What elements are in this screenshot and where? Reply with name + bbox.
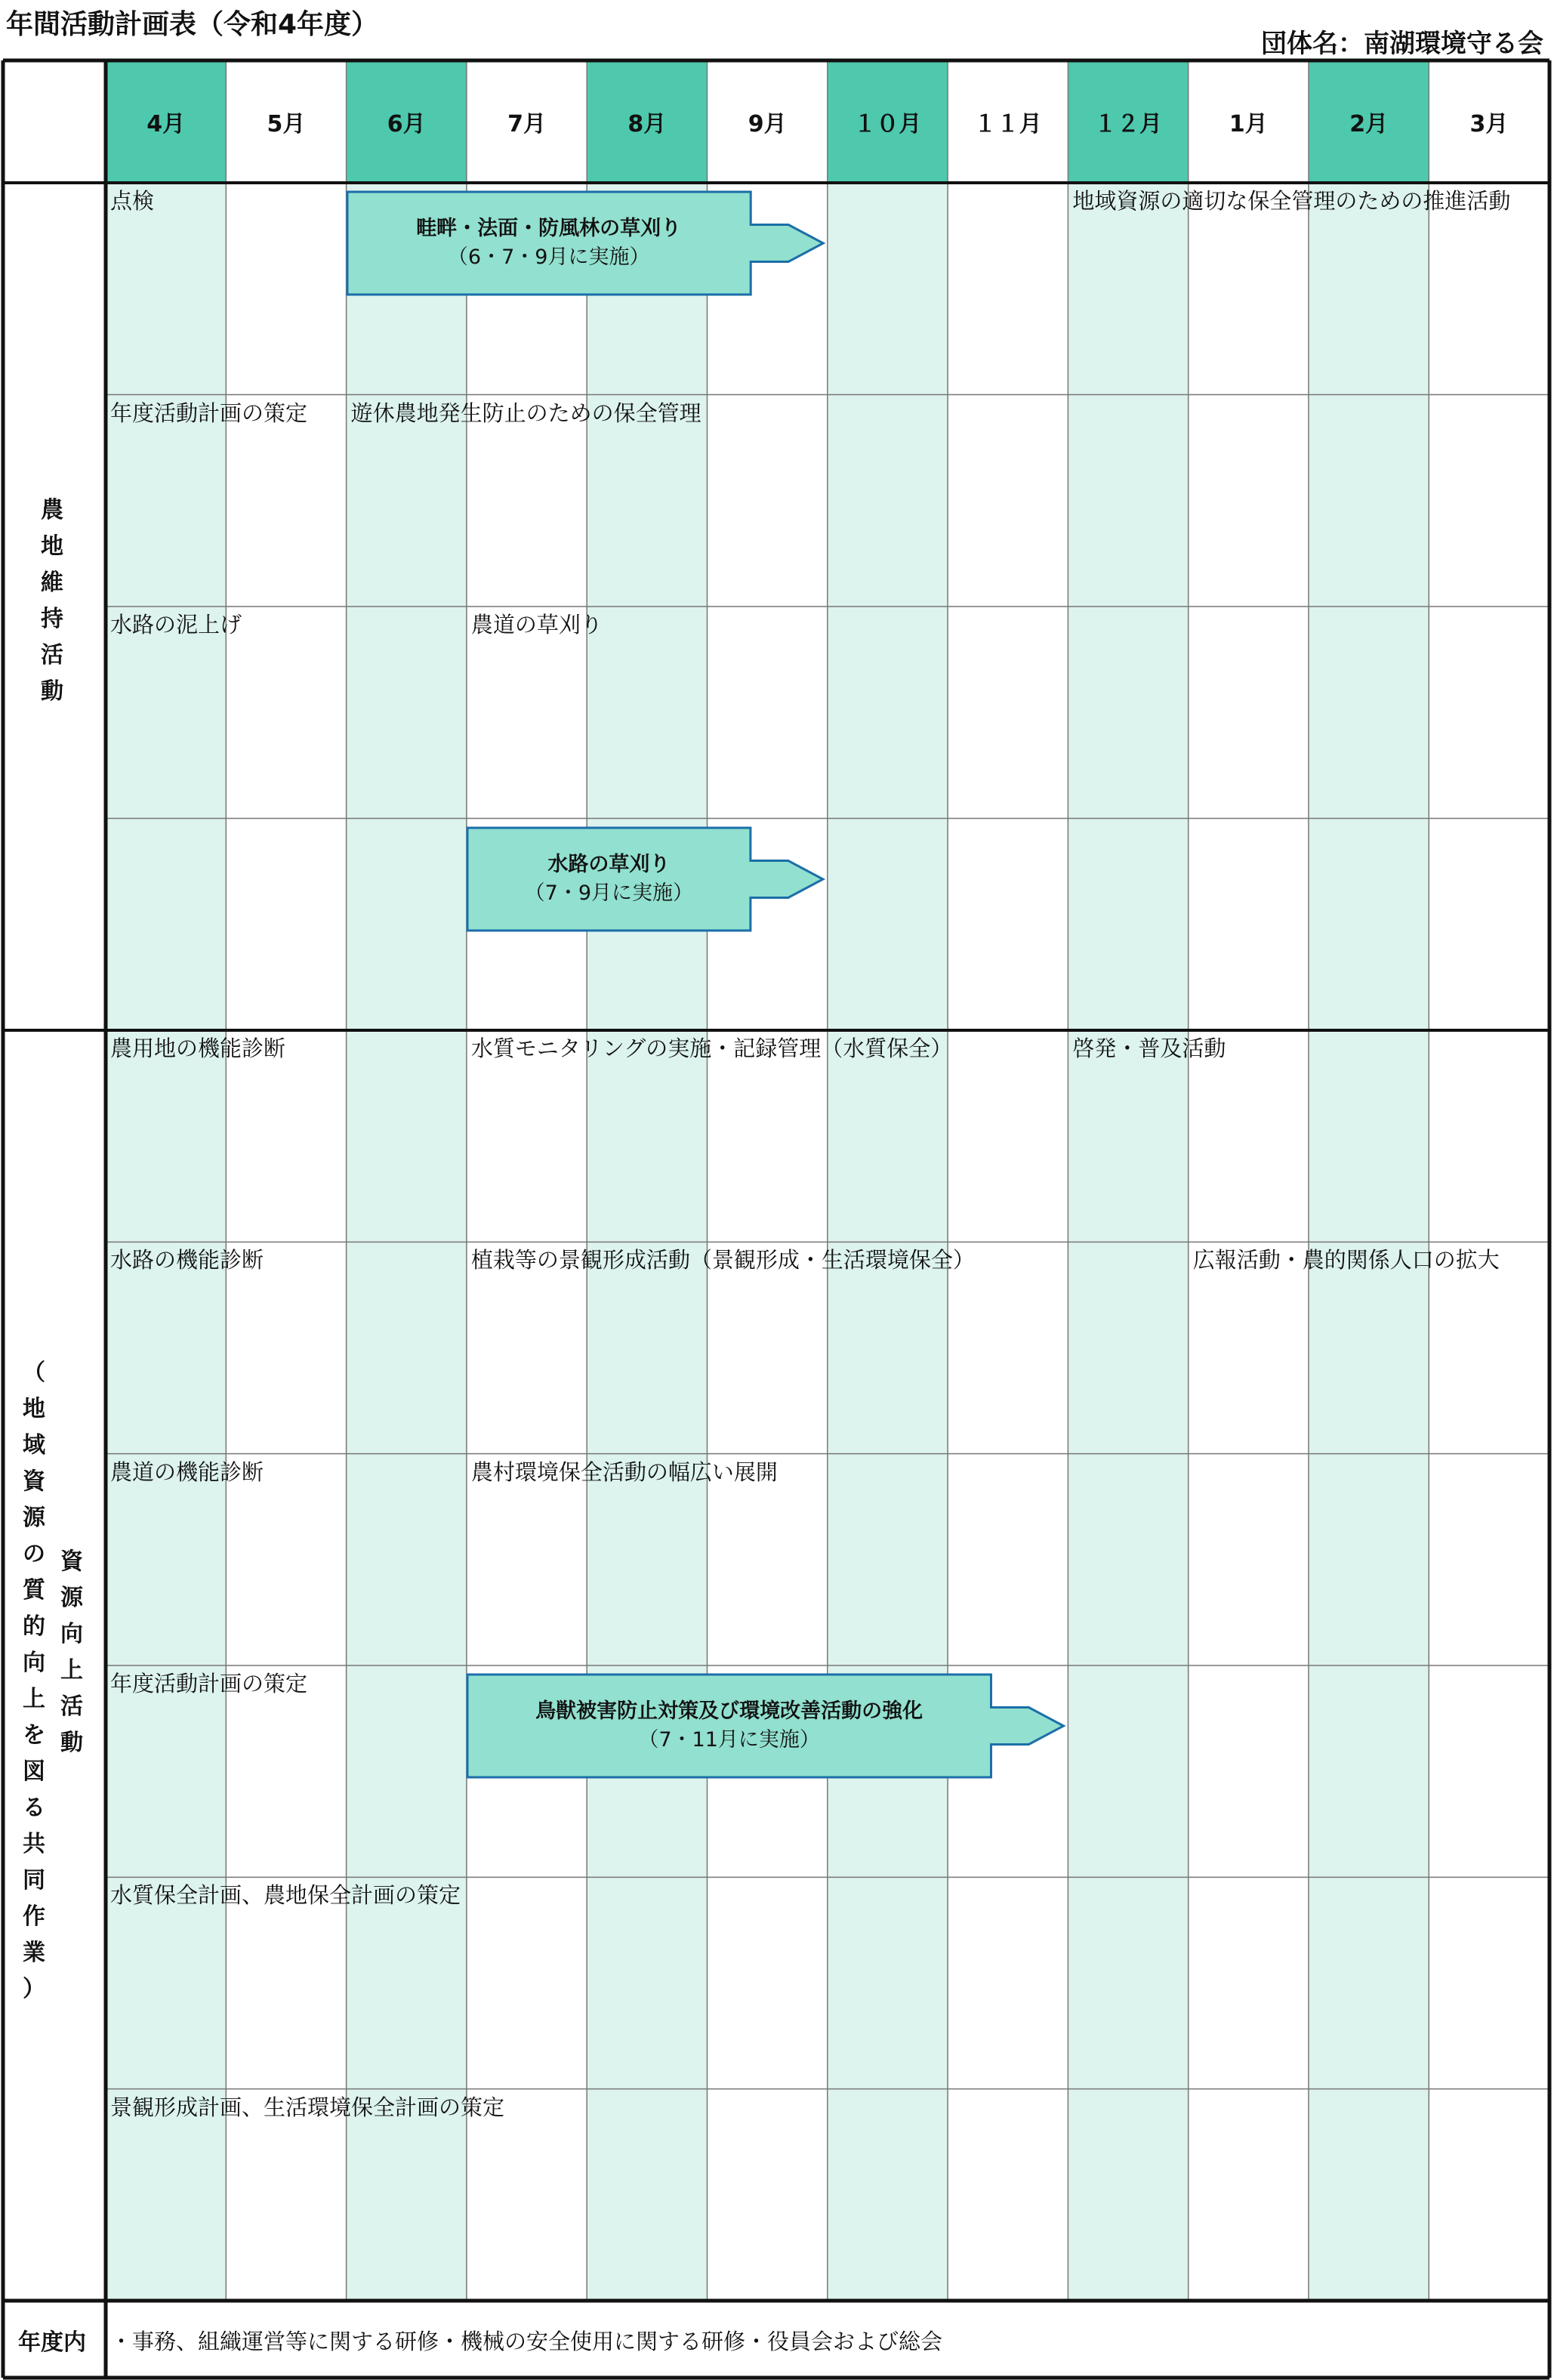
arrow-title: 鳥獣被害防止対策及び環境改善活動の強化 xyxy=(535,1699,923,1723)
page-title: 年間活動計画表（令和4年度） xyxy=(6,9,379,40)
month-header: 9月 xyxy=(708,60,828,183)
arrow-note: （7・11月に実施） xyxy=(638,1728,820,1752)
activity-label: 水質モニタリングの実施・記録管理（水質保全） xyxy=(470,1036,953,1061)
month-header: １１月 xyxy=(948,60,1068,183)
activity-label: 水路の泥上げ xyxy=(110,612,242,637)
month-header: 4月 xyxy=(106,60,226,183)
activity-label: 啓発・普及活動 xyxy=(1072,1036,1226,1061)
activity-label: 年度活動計画の策定 xyxy=(110,1671,308,1696)
month-header: 7月 xyxy=(467,60,587,183)
month-header: １０月 xyxy=(828,60,948,183)
activity-label: 農道の草刈り xyxy=(470,612,603,637)
month-header: 8月 xyxy=(587,60,707,183)
activity-label: 農用地の機能診断 xyxy=(110,1036,286,1061)
footer-label: 年度内 xyxy=(18,2329,86,2356)
section2-sublabel: （ 地 域 資 源 の 質 的 向 上 を 図 る 共 同 作 業 ） xyxy=(23,1360,45,2002)
section2-mainlabel: 資 源 向 上 活 動 xyxy=(60,1548,83,1756)
activity-label: 農村環境保全活動の幅広い展開 xyxy=(470,1459,778,1485)
activity-label: 水路の機能診断 xyxy=(110,1247,264,1273)
section1-label: 農 地 維 持 活 動 xyxy=(41,497,63,705)
arrow-note: （6・7・9月に実施） xyxy=(447,245,650,269)
month-header: 2月 xyxy=(1309,60,1429,183)
arrow-note: （7・9月に実施） xyxy=(524,881,694,905)
organization-name: 団体名：南湖環境守る会 xyxy=(1261,29,1543,59)
arrow-caption xyxy=(467,828,751,931)
arrow-caption xyxy=(467,1675,991,1777)
month-header: 6月 xyxy=(347,60,467,183)
month-header: １２月 xyxy=(1068,60,1188,183)
arrow-title: 畦畔・法面・防風林の草刈り xyxy=(416,217,682,240)
activity-label: 年度活動計画の策定 xyxy=(110,400,308,426)
activity-label: 遊休農地発生防止のための保全管理 xyxy=(350,400,701,426)
activity-label: 点検 xyxy=(110,188,155,214)
footer-text: ・事務、組織運営等に関する研修・機械の安全使用に関する研修・役員会および総会 xyxy=(110,2328,943,2354)
activity-label: 水質保全計画、農地保全計画の策定 xyxy=(110,1882,461,1909)
arrow-caption xyxy=(347,192,751,295)
activity-label: 景観形成計画、生活環境保全計画の策定 xyxy=(110,2094,505,2120)
month-header: 1月 xyxy=(1189,60,1309,183)
activity-label: 農道の機能診断 xyxy=(110,1459,264,1485)
activity-label: 地域資源の適切な保全管理のための推進活動 xyxy=(1072,188,1511,214)
arrow-title: 水路の草刈り xyxy=(547,852,671,876)
month-header: 5月 xyxy=(226,60,346,183)
activity-label: 植栽等の景観形成活動（景観形成・生活環境保全） xyxy=(470,1247,975,1273)
month-header: 3月 xyxy=(1429,60,1549,183)
activity-label: 広報活動・農的関係人口の拡大 xyxy=(1192,1247,1500,1273)
